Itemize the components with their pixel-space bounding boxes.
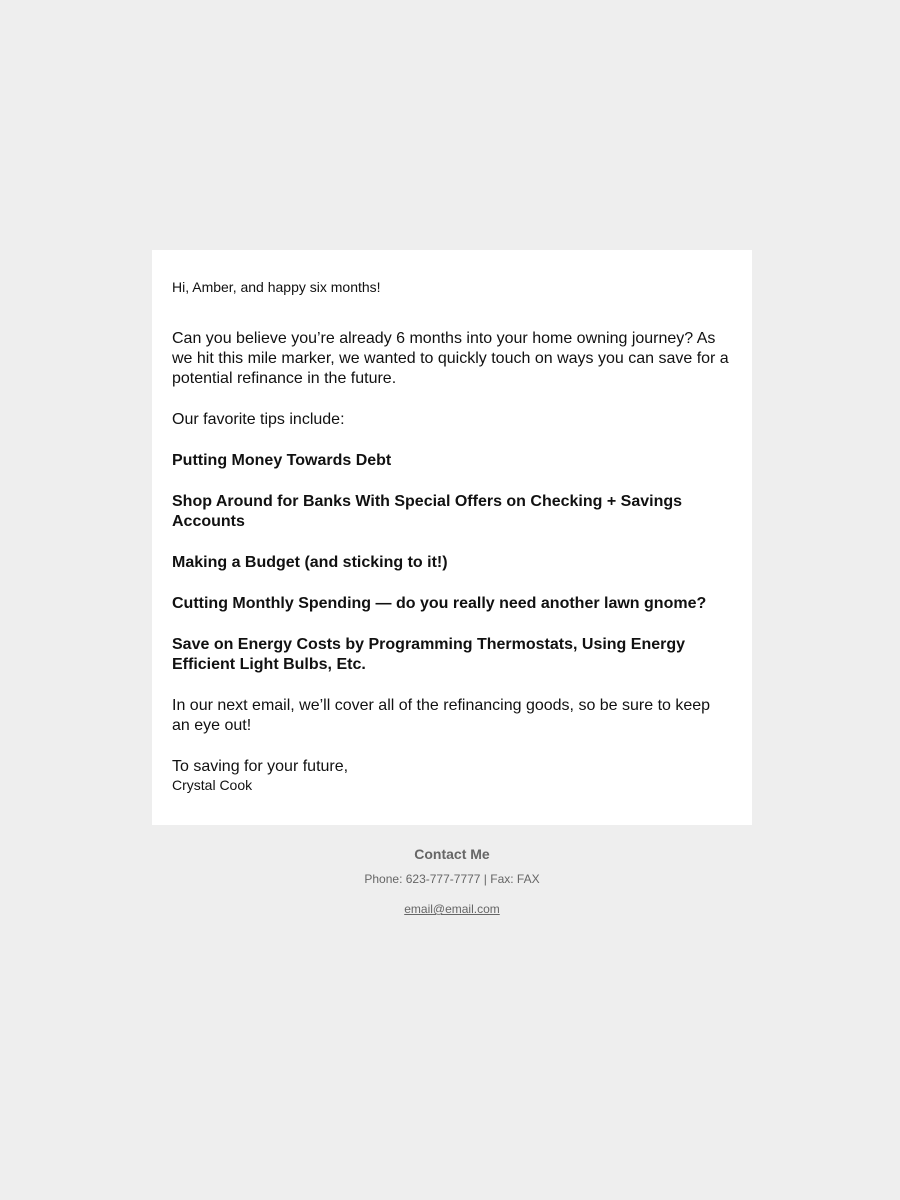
closing-line: To saving for your future, — [172, 758, 349, 775]
tip-item: Shop Around for Banks With Special Offers on Checking + Savings Accounts — [172, 493, 683, 530]
tip-item: Putting Money Towards Debt — [172, 452, 392, 469]
phone-fax-line: Phone: 623-777-7777 | Fax: FAX — [364, 872, 540, 886]
contact-title: Contact Me — [414, 846, 490, 862]
tip-item: Save on Energy Costs by Programming Thermostats, Using Energy Efficient Light Bulbs, Etc. — [172, 636, 686, 673]
tip-item: Making a Budget (and sticking to it!) — [172, 554, 448, 571]
email-body-card — [152, 250, 752, 825]
contact-footer — [152, 845, 752, 918]
intro-paragraph: Can you believe you’re already 6 months into your home owning journey? As we hit this mile marker, we wanted to quickly touch on ways you can save for a potential refinance in the future. — [172, 330, 729, 387]
email-link[interactable]: email@email.com — [404, 902, 500, 916]
outro-paragraph: In our next email, we’ll cover all of the refinancing goods, so be sure to keep an eye out! — [172, 697, 711, 734]
greeting: Hi, Amber, and happy six months! — [172, 279, 381, 295]
tip-item: Cutting Monthly Spending — do you really need another lawn gnome? — [172, 595, 707, 612]
signature-name: Crystal Cook — [172, 777, 253, 793]
tips-intro: Our favorite tips include: — [172, 411, 345, 428]
